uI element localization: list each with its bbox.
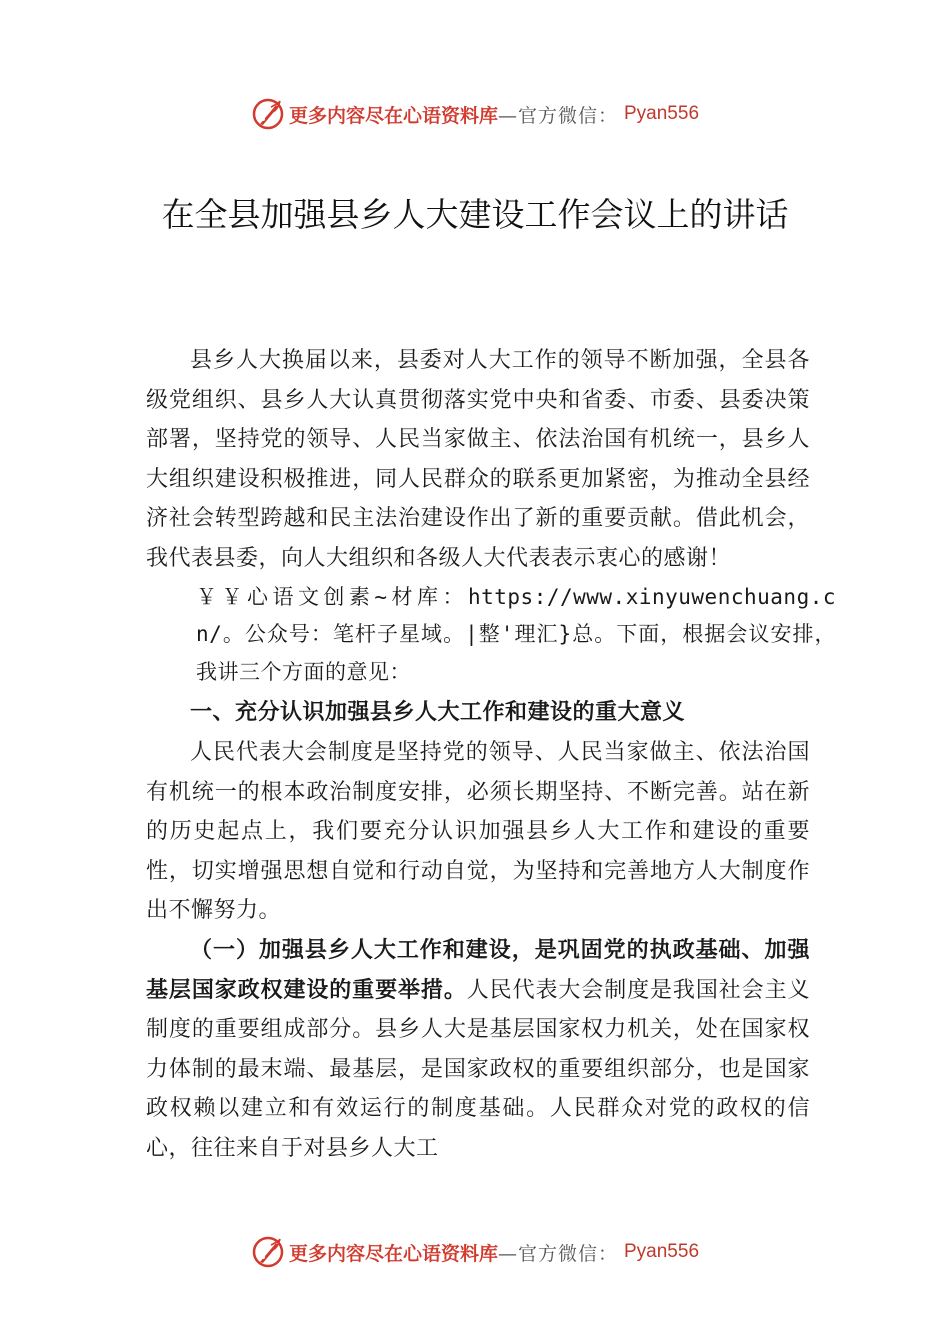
subsection-lead: （一）加强县乡人大工作和建设，是巩固党的执政基础、加强基层国家政权建设的重要举措。: [146, 937, 810, 1003]
section-heading-1: 一、充分认识加强县乡人大工作和建设的重大意义: [190, 700, 686, 726]
banner-label-red: 更多内容尽在心语资料库: [288, 104, 498, 127]
banner-label-gray: —官方微信：: [497, 104, 618, 127]
paragraph-section-1: 人民代表大会制度是坚持党的领导、人民当家做主、依法治国有机统一的根本政治制度安排，必须长期坚持、不断完善。站在新的历史起点上，我们要充分认识加强县乡人大工作和建设的重要性，切实增强思想自觉和行动自觉，为坚持和完善地方人大制度作出不懈努力。: [146, 740, 810, 924]
watermark-paragraph: ￥￥心语文创素~材库：https://www.xinyuwenchuang.cn/。公众号：笔杆子星域。|整'理汇}总。下面，根据会议安排，我讲三个方面的意见：: [196, 584, 836, 684]
quill-pen-seal-icon: [251, 97, 285, 131]
paragraph-intro: 县乡人大换届以来，县委对人大工作的领导不断加强，全县各级党组织、县乡人大认真贯彻落实党中央和省委、市委、县委决策部署，坚持党的领导、人民当家做主、依法治国有机统一，县乡人大组织建设积极推进，同人民群众的联系更加紧密，为推动全县经济社会转型跨越和民主法治建设作出了新的重要贡献。借此机会，我代表县委，向人大组织和各级人大代表表示衷心的感谢！: [146, 348, 810, 571]
banner-label-gray: —官方微信：: [497, 1242, 618, 1265]
document-body: [146, 341, 836, 1169]
subsection-body: 人民代表大会制度是我国社会主义制度的重要组成部分。县乡人大是基层国家权力机关，处在国家权力体制的最末端、最基层，是国家政权的重要组织部分，也是国家政权赖以建立和有效运行的制度基础。人民群众对党的政权的信心，往往来自于对县乡人大工: [146, 977, 810, 1161]
document-title: 在全县加强县乡人大建设工作会议上的讲话: [161, 195, 789, 234]
banner-label-red: 更多内容尽在心语资料库: [288, 1242, 498, 1265]
paragraph-subsection-1: [146, 931, 810, 1169]
header-banner: [0, 94, 950, 134]
quill-pen-seal-icon: [251, 1235, 285, 1269]
banner-wechat-id: Pyan556: [624, 1241, 700, 1262]
banner-wechat-id: Pyan556: [624, 103, 700, 124]
footer-banner: [0, 1232, 950, 1272]
